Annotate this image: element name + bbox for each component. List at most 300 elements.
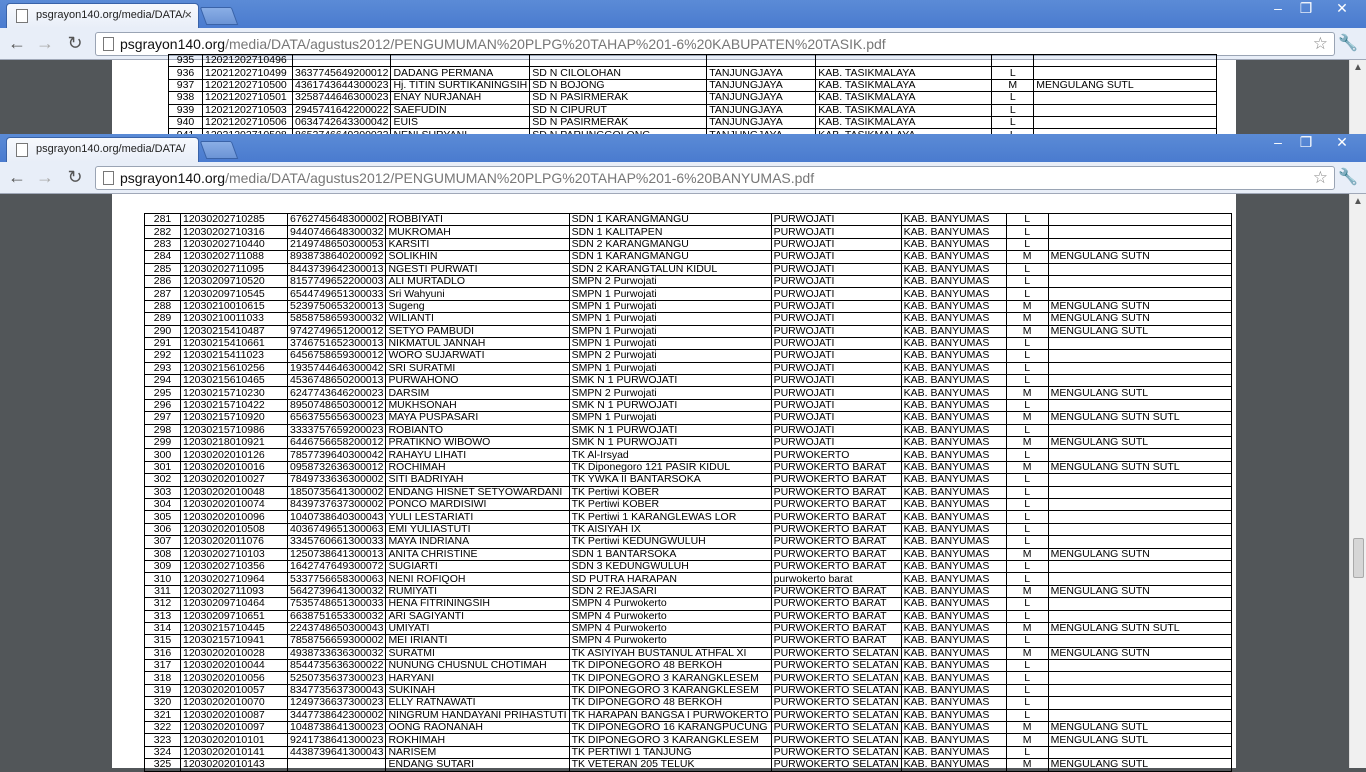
id-cell: 0958732636300012 [288,461,386,473]
nuptk-cell: 12021202710506 [203,116,293,128]
school-cell: TK DIPONEGORO 16 KARANGPUCUNG [569,722,771,734]
table-row [145,610,1232,622]
back-arrow-icon[interactable]: ← [8,33,26,53]
nuptk-cell: 12030202010143 [181,759,288,771]
bookmark-star-icon[interactable]: ☆ [1312,168,1328,187]
name-cell: RAHAYU LIHATI [386,449,569,461]
district-cell: PURWOKERTO BARAT [771,486,901,498]
status-cell: M [1006,412,1048,424]
scroll-up-icon[interactable]: ▲ [1353,62,1363,73]
status-cell: L [1006,275,1048,287]
status-cell: L [1006,709,1048,721]
nuptk-cell: 12030202010056 [181,672,288,684]
no-cell: 296 [145,399,181,411]
no-cell: 939 [169,104,203,116]
regency-cell: KAB. BANYUMAS [901,449,1006,461]
nuptk-cell: 12030215710920 [181,412,288,424]
no-cell: 323 [145,734,181,746]
nuptk-cell: 12030215710986 [181,424,288,436]
status-cell: M [1006,251,1048,263]
school-cell: SMK N 1 PURWOJATI [569,375,771,387]
scrollbar[interactable] [1349,194,1366,768]
no-cell: 936 [169,67,203,79]
status-cell: M [1006,300,1048,312]
school-cell: SD N CILOLOHAN [530,67,707,79]
nuptk-cell: 12030202710356 [181,560,288,572]
note-cell [1048,424,1231,436]
reload-icon[interactable]: ↻ [67,33,83,53]
page-icon [103,37,114,51]
scrollbar-thumb[interactable] [1353,538,1364,578]
district-cell: PURWOKERTO SELATAN [771,746,901,758]
note-cell [1048,684,1231,696]
table-row [145,585,1232,597]
no-cell: 291 [145,337,181,349]
tab-title: psgrayon140.org/media/DATA/ [36,9,186,21]
name-cell: DADANG PERMANA [391,67,530,79]
note-cell [1048,449,1231,461]
table-row [145,337,1232,349]
regency-cell: KAB. BANYUMAS [901,486,1006,498]
name-cell: SETYO PAMBUDI [386,325,569,337]
browser-window-banyumas [0,134,1366,771]
browser-tab[interactable] [6,3,199,28]
id-cell: 8544735636300022 [288,660,386,672]
nuptk-cell: 12030209710545 [181,288,288,300]
status-cell: L [1006,449,1048,461]
name-cell: MUKROMAH [386,226,569,238]
school-cell: TK VETERAN 205 TELUK [569,759,771,771]
nuptk-cell: 12030202010101 [181,734,288,746]
school-cell: SMPN 2 Purwojati [569,387,771,399]
no-cell: 307 [145,536,181,548]
scrollbar[interactable] [1349,60,1366,134]
wrench-icon[interactable]: 🔧 [1338,35,1358,52]
status-cell: L [1006,337,1048,349]
table-row [145,263,1232,275]
name-cell: EUIS [391,116,530,128]
name-cell: SAEFUDIN [391,104,530,116]
note-cell [1048,610,1231,622]
note-cell: MENGULANG SUTN SUTL [1048,622,1231,634]
school-cell: SMPN 1 Purwojati [569,362,771,374]
no-cell: 321 [145,709,181,721]
regency-cell: KAB. BANYUMAS [901,684,1006,696]
id-cell: 2149748650300053 [288,238,386,250]
regency-cell: KAB. TASIKMALAYA [816,92,992,104]
district-cell: TANJUNGJAYA [707,67,816,79]
browser-window-tasik [0,0,1366,134]
status-cell: L [1006,536,1048,548]
name-cell: Hj. TITIN SURTIKANINGSIH [391,79,530,91]
school-cell: TK DIPONEGORO 48 BERKOH [569,660,771,672]
table-row [145,300,1232,312]
district-cell: TANJUNGJAYA [707,116,816,128]
scroll-up-icon[interactable]: ▲ [1353,196,1363,207]
name-cell: ROBBIYATI [386,214,569,226]
no-cell: 322 [145,722,181,734]
nuptk-cell: 12030202010027 [181,474,288,486]
id-cell: 9241738641300023 [288,734,386,746]
note-cell [1048,275,1231,287]
nuptk-cell: 12030209710651 [181,610,288,622]
name-cell: OONG RAONANAH [386,722,569,734]
status-cell: L [1006,474,1048,486]
name-cell: PURWAHONO [386,375,569,387]
nuptk-cell: 12030202010087 [181,709,288,721]
nuptk-cell: 12030202710440 [181,238,288,250]
table-row [145,573,1232,585]
table-row [145,461,1232,473]
regency-cell: KAB. BANYUMAS [901,647,1006,659]
name-cell: ELLY RATNAWATI [386,697,569,709]
id-cell: 4036749651300063 [288,523,386,535]
table-row [145,560,1232,572]
district-cell: PURWOJATI [771,399,901,411]
nuptk-cell: 12030209710520 [181,275,288,287]
note-cell: MENGULANG SUTN [1048,548,1231,560]
status-cell: M [1006,585,1048,597]
school-cell: SMK N 1 PURWOJATI [569,424,771,436]
regency-cell: KAB. BANYUMAS [901,288,1006,300]
status-cell: L [1006,498,1048,510]
id-cell: 6638751653300032 [288,610,386,622]
no-cell: 317 [145,660,181,672]
school-cell: TK Al-Irsyad [569,449,771,461]
school-cell: TK DIPONEGORO 48 BERKOH [569,697,771,709]
forward-arrow-icon[interactable]: → [36,167,54,187]
status-cell [992,55,1034,67]
page-icon [103,171,114,185]
note-cell [1048,709,1231,721]
minimize-icon[interactable]: – [1274,0,1282,16]
id-cell: 3333757659200023 [288,424,386,436]
regency-cell: KAB. BANYUMAS [901,759,1006,771]
name-cell: MAYA INDRIANA [386,536,569,548]
school-cell: SD N PASIRMERAK [530,116,707,128]
table-row [145,759,1232,771]
no-cell: 284 [145,251,181,263]
district-cell: PURWOKERTO BARAT [771,585,901,597]
nuptk-cell: 12030215410661 [181,337,288,349]
name-cell: RUMIYATI [386,585,569,597]
school-cell: SMPN 4 Purwokerto [569,598,771,610]
regency-cell: KAB. BANYUMAS [901,598,1006,610]
nuptk-cell: 12030215710230 [181,387,288,399]
name-cell: UMIYATI [386,622,569,634]
id-cell [288,759,386,771]
name-cell: HENA FITRININGSIH [386,598,569,610]
id-cell: 2243748650300043 [288,622,386,634]
status-cell: M [1006,313,1048,325]
status-cell: L [1006,263,1048,275]
url-text[interactable]: psgrayon140.org/media/DATA/agustus2012/PENGUMUMAN%20PLPG%20TAHAP%201-6%20BANYUMAS.pdf [120,170,815,186]
school-cell: SDN 2 KARANGTALUN KIDUL [569,263,771,275]
nuptk-cell: 12030202010057 [181,684,288,696]
reload-icon[interactable]: ↻ [67,167,83,187]
district-cell: PURWOJATI [771,263,901,275]
school-cell: SMPN 2 Purwojati [569,275,771,287]
no-cell: 311 [145,585,181,597]
no-cell: 306 [145,523,181,535]
nuptk-cell: 12030202710103 [181,548,288,560]
note-cell: MENGULANG SUTN [1048,647,1231,659]
table-row [169,67,1217,79]
note-cell [1048,375,1231,387]
no-cell: 313 [145,610,181,622]
regency-cell: KAB. BANYUMAS [901,622,1006,634]
note-cell [1048,214,1231,226]
regency-cell: KAB. BANYUMAS [901,461,1006,473]
id-cell: 5239750653200013 [288,300,386,312]
table-row [145,548,1232,560]
no-cell: 295 [145,387,181,399]
status-cell: L [1006,350,1048,362]
district-cell [707,55,816,67]
school-cell: SMPN 1 Purwojati [569,288,771,300]
note-cell [1034,55,1217,67]
name-cell: SRI SURATMI [386,362,569,374]
note-cell: MENGULANG SUTL [1048,387,1231,399]
id-cell: 7858756659300002 [288,635,386,647]
status-cell: L [992,116,1034,128]
nuptk-cell: 12030202711093 [181,585,288,597]
close-tab-icon[interactable]: × [184,7,192,22]
table-row [145,474,1232,486]
status-cell: M [1006,325,1048,337]
district-cell: PURWOKERTO BARAT [771,622,901,634]
school-cell: SDN 1 KARANGMANGU [569,251,771,263]
id-cell: 3258744646300023 [293,92,391,104]
name-cell: ROCHIMAH [386,461,569,473]
forward-arrow-icon[interactable]: → [36,33,54,53]
district-cell: PURWOKERTO SELATAN [771,722,901,734]
district-cell: TANJUNGJAYA [707,79,816,91]
school-cell: SMK N 1 PURWOJATI [569,437,771,449]
note-cell [1048,288,1231,300]
note-cell [1048,362,1231,374]
no-cell: 300 [145,449,181,461]
name-cell: EMI YULIASTUTI [386,523,569,535]
status-cell: L [1006,660,1048,672]
school-cell: SMPN 4 Purwokerto [569,610,771,622]
district-cell: purwokerto barat [771,573,901,585]
no-cell: 305 [145,511,181,523]
name-cell: SURATMI [386,647,569,659]
id-cell: 1250738641300013 [288,548,386,560]
id-cell [293,55,391,67]
regency-cell: KAB. BANYUMAS [901,672,1006,684]
table-row [145,660,1232,672]
name-cell: MEI IRIANTI [386,635,569,647]
no-cell: 940 [169,116,203,128]
table-row [145,622,1232,634]
name-cell [391,55,530,67]
status-cell: M [1006,437,1048,449]
no-cell: 290 [145,325,181,337]
school-cell: TK PERTIWI 1 TANJUNG [569,746,771,758]
id-cell: 1040738640300043 [288,511,386,523]
nuptk-cell: 12030202010074 [181,498,288,510]
regency-cell: KAB. TASIKMALAYA [816,79,992,91]
regency-cell: KAB. BANYUMAS [901,585,1006,597]
regency-cell: KAB. BANYUMAS [901,709,1006,721]
status-cell: M [1006,622,1048,634]
nuptk-cell: 12030202010141 [181,746,288,758]
table-row [145,350,1232,362]
tab-title: psgrayon140.org/media/DATA/ [36,143,186,155]
no-cell: 318 [145,672,181,684]
district-cell: PURWOKERTO [771,449,901,461]
note-cell [1034,116,1217,128]
note-cell: MENGULANG SUTL [1048,437,1231,449]
no-cell: 325 [145,759,181,771]
school-cell: SDN 1 KARANGMANGU [569,214,771,226]
note-cell: MENGULANG SUTL [1048,722,1231,734]
id-cell: 3746751652300013 [288,337,386,349]
back-arrow-icon[interactable]: ← [8,167,26,187]
nuptk-cell: 12030202710316 [181,226,288,238]
id-cell: 8938738640200092 [288,251,386,263]
district-cell: PURWOJATI [771,238,901,250]
no-cell: 316 [145,647,181,659]
table-row [145,449,1232,461]
nuptk-cell: 12030215710422 [181,399,288,411]
note-cell: MENGULANG SUTN SUTL [1048,461,1231,473]
nuptk-cell: 12030202010028 [181,647,288,659]
window-close-icon[interactable]: ✕ [1336,0,1348,16]
address-bar[interactable] [95,32,1335,56]
school-cell: TK Pertiwi KEDUNGWULUH [569,536,771,548]
pdf-page [112,194,1236,771]
no-cell: 301 [145,461,181,473]
district-cell: PURWOKERTO BARAT [771,461,901,473]
table-row [169,55,1217,67]
name-cell: SUKINAH [386,684,569,696]
status-cell: M [992,79,1034,91]
name-cell: SOLIKHIN [386,251,569,263]
status-cell: M [1006,548,1048,560]
nuptk-cell: 12030210010615 [181,300,288,312]
id-cell: 8443739642300013 [288,263,386,275]
nuptk-cell: 12030202010097 [181,722,288,734]
school-cell: SDN 2 REJASARI [569,585,771,597]
data-table [168,54,1217,142]
maximize-icon[interactable]: ❐ [1299,0,1313,16]
no-cell: 294 [145,375,181,387]
district-cell: PURWOKERTO BARAT [771,523,901,535]
table-row [145,424,1232,436]
nuptk-cell: 12030202711088 [181,251,288,263]
regency-cell: KAB. BANYUMAS [901,722,1006,734]
no-cell: 312 [145,598,181,610]
table-row [169,79,1217,91]
school-cell: SDN 1 BANTARSOKA [569,548,771,560]
school-cell: SMPN 4 Purwokerto [569,622,771,634]
nuptk-cell: 12021202710500 [203,79,293,91]
browser-tab[interactable] [6,137,199,162]
table-row [145,375,1232,387]
bookmark-star-icon[interactable]: ☆ [1312,34,1328,53]
name-cell: DARSIM [386,387,569,399]
note-cell [1048,523,1231,535]
status-cell: M [1006,461,1048,473]
note-cell [1048,486,1231,498]
window-close-icon[interactable]: ✕ [1336,134,1348,150]
status-cell: L [1006,573,1048,585]
id-cell: 4438739641300043 [288,746,386,758]
address-bar[interactable] [95,166,1335,190]
wrench-icon[interactable]: 🔧 [1338,169,1358,186]
note-cell: MENGULANG SUTL [1048,734,1231,746]
table-row [169,92,1217,104]
district-cell: TANJUNGJAYA [707,92,816,104]
id-cell: 1642747649300072 [288,560,386,572]
table-row [145,598,1232,610]
id-cell: 3637745649200012 [293,67,391,79]
pdf-viewport [0,194,1366,771]
regency-cell: KAB. BANYUMAS [901,511,1006,523]
name-cell: SUGIARTI [386,560,569,572]
nuptk-cell: 12030202010044 [181,660,288,672]
status-cell: L [1006,635,1048,647]
regency-cell: KAB. BANYUMAS [901,337,1006,349]
school-cell: SMPN 1 Purwojati [569,300,771,312]
name-cell: Sri Wahyuni [386,288,569,300]
id-cell: 5642739641300032 [288,585,386,597]
note-cell [1048,350,1231,362]
id-cell: 0634742643300042 [293,116,391,128]
no-cell: 299 [145,437,181,449]
school-cell: TK DIPONEGORO 3 KARANGKLESEM [569,734,771,746]
id-cell: 6544749651300033 [288,288,386,300]
new-tab-button[interactable] [200,141,239,159]
regency-cell: KAB. BANYUMAS [901,548,1006,560]
table-row [145,238,1232,250]
district-cell: PURWOJATI [771,313,901,325]
url-text[interactable]: psgrayon140.org/media/DATA/agustus2012/PENGUMUMAN%20PLPG%20TAHAP%201-6%20KABUPATEN%20TASIK.pdf [120,36,886,52]
new-tab-button[interactable] [200,7,239,25]
note-cell [1048,226,1231,238]
regency-cell: KAB. BANYUMAS [901,635,1006,647]
note-cell [1034,67,1217,79]
title-bar [0,0,1366,28]
note-cell [1048,573,1231,585]
district-cell: PURWOKERTO SELATAN [771,660,901,672]
status-cell: M [1006,722,1048,734]
note-cell [1048,511,1231,523]
table-row [145,511,1232,523]
table-row [145,498,1232,510]
table-row [145,697,1232,709]
id-cell: 4361743644300023 [293,79,391,91]
regency-cell: KAB. BANYUMAS [901,734,1006,746]
note-cell [1034,92,1217,104]
name-cell: ALI MURTADLO [386,275,569,287]
minimize-icon[interactable]: – [1274,134,1282,150]
table-row [169,104,1217,116]
note-cell: MENGULANG SUTL [1048,325,1231,337]
district-cell: PURWOJATI [771,325,901,337]
status-cell: L [1006,375,1048,387]
no-cell: 310 [145,573,181,585]
nuptk-cell: 12030202010096 [181,511,288,523]
status-cell: L [1006,486,1048,498]
school-cell: SMPN 2 Purwojati [569,350,771,362]
school-cell: SDN 2 KARANGMANGU [569,238,771,250]
name-cell: WILIANTI [386,313,569,325]
maximize-icon[interactable]: ❐ [1299,134,1313,150]
